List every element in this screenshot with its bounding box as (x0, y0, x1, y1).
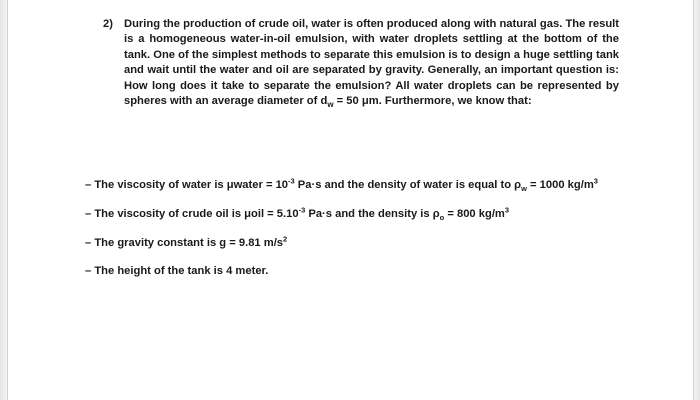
exponent: 3 (504, 205, 510, 215)
given-text: – The viscosity of water is μwater = 10 (85, 179, 289, 191)
given-text: Pa·s and the density is ρ (305, 207, 440, 220)
density-subscript: o (439, 213, 445, 223)
left-page-edge (0, 0, 8, 400)
given-text: – The gravity constant is g = 9.81 m/s (85, 236, 284, 249)
exponent: 3 (593, 176, 598, 186)
problem-text-part-1: During the production of crude oil, water is often produced along with natural gas. The result is a homogeneous water-in-oil emulsion, with water droplets settling at the bottom of the tank. One of the simplest methods to separate this emulsion is to design a huge settling tank and wait until the water and oil are separated by gravity. Generally, an important question is: How long does it take to separate the emulsion? All water droplets can be represented by spheres with an average diameter of d (124, 18, 619, 108)
given-oil-properties (85, 207, 645, 222)
right-page-edge (693, 0, 700, 400)
given-text: – The viscosity of crude oil is μoil = 5.10 (85, 207, 299, 220)
given-data-list (85, 178, 645, 293)
given-text: = 800 kg/m (444, 207, 505, 220)
density-subscript: w (521, 184, 527, 194)
problem-paragraph (124, 17, 619, 109)
diameter-subscript: w (327, 100, 334, 110)
given-gravity-constant (85, 233, 645, 251)
problem-text-part-2: = 50 μm. Furthermore, we know that: (333, 95, 532, 108)
given-tank-height (85, 264, 645, 279)
given-text: Pa·s and the density of water is equal to ρ (294, 179, 522, 191)
given-water-properties (85, 178, 645, 193)
given-text: = 1000 kg/m (526, 179, 594, 191)
problem-number: 2) (103, 18, 113, 30)
exponent: -3 (298, 205, 306, 215)
given-text: – The height of the tank is 4 meter. (85, 265, 269, 278)
exponent: 2 (283, 233, 288, 243)
exponent: -3 (288, 176, 295, 186)
problem-statement (103, 17, 619, 109)
